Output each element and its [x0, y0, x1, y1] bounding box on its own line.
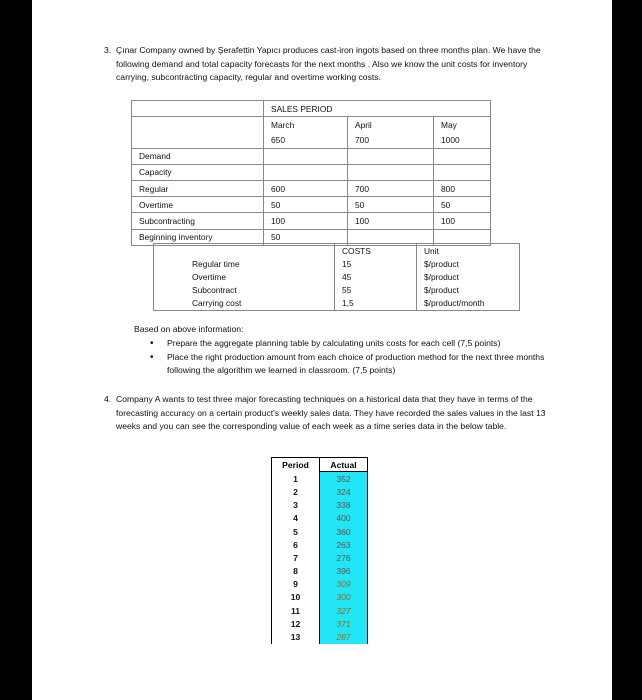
- period-cell: 10: [272, 591, 320, 604]
- document-page: [32, 0, 612, 700]
- month-header: May: [434, 117, 491, 133]
- table-cell: [132, 101, 264, 117]
- table-cell: [154, 244, 335, 258]
- table-cell: 100: [348, 213, 434, 229]
- month-header: March: [264, 117, 348, 133]
- costs-table: [153, 243, 520, 311]
- table-cell: 800: [434, 180, 491, 196]
- month-header: April: [348, 117, 434, 133]
- table-cell: [348, 164, 434, 180]
- row-label: Beginning inventory: [132, 229, 264, 245]
- row-label: Demand: [132, 148, 264, 164]
- period-cell: 11: [272, 604, 320, 617]
- row-label: Regular: [132, 180, 264, 196]
- actual-cell: 300: [320, 591, 368, 604]
- actual-header: Actual: [320, 458, 368, 472]
- actual-cell: 371: [320, 617, 368, 630]
- actual-cell: 263: [320, 538, 368, 551]
- table-cell: 55: [335, 284, 417, 297]
- period-header: Period: [272, 458, 320, 472]
- table-cell: 15: [335, 257, 417, 270]
- table-cell: $/product: [417, 257, 520, 270]
- table-cell: 100: [264, 213, 348, 229]
- unit-header: Unit: [417, 244, 520, 258]
- bullet-text: Prepare the aggregate planning table by calculating units costs for each cell (7,5 points): [167, 338, 501, 348]
- period-cell: 4: [272, 512, 320, 525]
- actual-cell: 287: [320, 630, 368, 643]
- period-cell: 7: [272, 551, 320, 564]
- table-cell: 50: [434, 197, 491, 213]
- table-cell: 50: [264, 229, 348, 245]
- bullet-icon: •: [150, 338, 154, 349]
- row-label: Overtime: [132, 197, 264, 213]
- bullet-text: Place the right production amount from each choice of production method for the next three months following the algorithm we learned in classroom. (7,5 points): [167, 351, 545, 376]
- row-label: Carrying cost: [154, 297, 335, 311]
- actual-cell: 400: [320, 512, 368, 525]
- table-cell: 50: [348, 197, 434, 213]
- question-4-number: 4.: [104, 394, 112, 404]
- row-label: Regular time: [154, 257, 335, 270]
- table-cell: 45: [335, 270, 417, 283]
- period-cell: 9: [272, 578, 320, 591]
- actual-cell: 276: [320, 551, 368, 564]
- table-cell: 600: [264, 180, 348, 196]
- row-label: Capacity: [132, 164, 264, 180]
- list-item: [150, 351, 570, 378]
- table-cell: [132, 117, 264, 133]
- table-cell: [264, 164, 348, 180]
- table-cell: 700: [348, 132, 434, 148]
- actual-cell: 360: [320, 525, 368, 538]
- question-4: [104, 393, 556, 434]
- table-cell: 50: [264, 197, 348, 213]
- table-cell: 700: [348, 180, 434, 196]
- period-cell: 13: [272, 630, 320, 643]
- actual-cell: 324: [320, 485, 368, 498]
- table-cell: [434, 164, 491, 180]
- table-cell: 1000: [434, 132, 491, 148]
- row-label: Subcontract: [154, 284, 335, 297]
- period-actual-table: [271, 457, 368, 644]
- list-item: [150, 337, 570, 351]
- actual-cell: 309: [320, 578, 368, 591]
- period-cell: 5: [272, 525, 320, 538]
- table-cell: $/product: [417, 270, 520, 283]
- row-label: Subcontracting: [132, 213, 264, 229]
- row-label: [132, 132, 264, 148]
- costs-header: COSTS: [335, 244, 417, 258]
- period-cell: 12: [272, 617, 320, 630]
- row-label: Overtime: [154, 270, 335, 283]
- actual-cell: 327: [320, 604, 368, 617]
- actual-cell: 338: [320, 499, 368, 512]
- question-3: [104, 44, 546, 85]
- sales-period-table: [131, 100, 491, 246]
- sales-period-header: SALES PERIOD: [264, 101, 491, 117]
- based-on-text: Based on above information:: [134, 324, 244, 334]
- question-3-text: Çınar Company owned by Şerafettin Yapıcı produces cast-iron ingots based on three months plan. We have the following demand and total capacity forecasts for the next months . Also we know the unit costs for inventory carrying, subcontracting capacity, regular and overtime working costs.: [116, 45, 541, 83]
- period-cell: 2: [272, 485, 320, 498]
- period-cell: 8: [272, 565, 320, 578]
- period-cell: 1: [272, 472, 320, 486]
- actual-cell: 396: [320, 565, 368, 578]
- bullet-icon: •: [150, 351, 154, 363]
- question-4-text: Company A wants to test three major forecasting techniques on a historical data that they have in terms of the forecasting accuracy on a certain product's weekly sales data. They have recorded the sales values in the last 13 weeks and you can see the corresponding value of each week as a time series data in the below table.: [116, 394, 546, 432]
- table-cell: 1,5: [335, 297, 417, 311]
- table-cell: [264, 148, 348, 164]
- question-3-number: 3.: [104, 45, 112, 55]
- table-cell: [348, 148, 434, 164]
- period-cell: 3: [272, 499, 320, 512]
- table-cell: 650: [264, 132, 348, 148]
- actual-cell: 352: [320, 472, 368, 486]
- table-cell: 100: [434, 213, 491, 229]
- table-cell: $/product: [417, 284, 520, 297]
- table-cell: [434, 148, 491, 164]
- period-cell: 6: [272, 538, 320, 551]
- table-cell: $/product/month: [417, 297, 520, 311]
- bullet-list: [150, 337, 570, 378]
